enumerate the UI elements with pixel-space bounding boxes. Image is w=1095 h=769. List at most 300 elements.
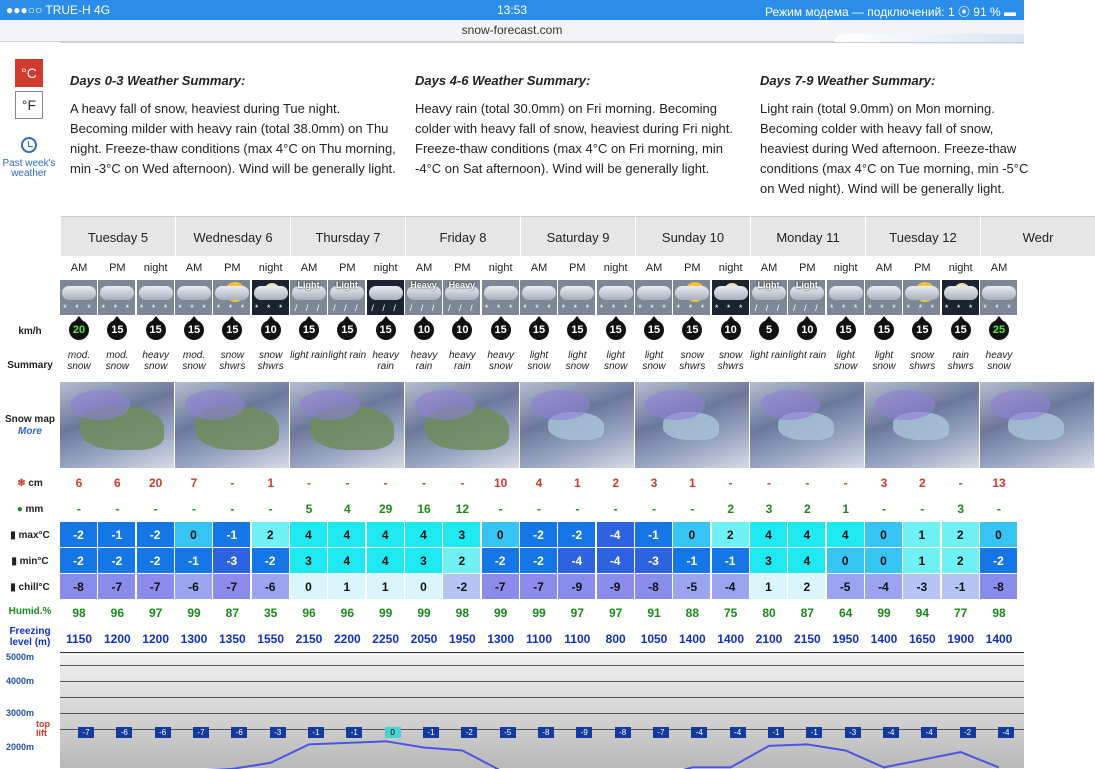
- weather-summary: heavy snow: [985, 350, 1013, 372]
- humidity: 96: [340, 606, 354, 620]
- summary-text: Light rain (total 9.0mm) on Mon morning. Becoming colder with heavy fall of snow, heaviest during Wed afternoon. Freeze-thaw conditions (max 4°C on Tue morning, min -5°C on Wed night). Wind will be generally light.: [760, 101, 1029, 196]
- top-lift-temp: -6: [116, 727, 132, 738]
- min-temp: 1: [903, 548, 941, 574]
- day-header[interactable]: Wedr: [980, 216, 1095, 256]
- wind-arrow-icon: 15: [951, 320, 971, 340]
- map-snow-patch: [70, 390, 130, 420]
- min-temp: -4: [558, 548, 596, 574]
- url-bar[interactable]: [0, 20, 1024, 42]
- top-lift-temp: -8: [615, 727, 631, 738]
- period-label: PM: [98, 256, 136, 280]
- min-temp: -1: [712, 548, 750, 574]
- weather-intensity-text: Light: [757, 280, 780, 290]
- rain-mm: 4: [343, 502, 351, 516]
- cloud-icon: [982, 286, 1016, 300]
- snow-cm: -: [767, 476, 771, 490]
- celsius-button[interactable]: °C: [15, 59, 43, 87]
- weather-icon: [137, 280, 175, 315]
- min-temp: -3: [635, 548, 673, 574]
- weather-icon: [175, 280, 213, 315]
- weather-icon: [290, 280, 328, 315]
- rain-mm: 29: [378, 502, 393, 516]
- freezing-level: 1100: [564, 632, 591, 646]
- chill-temp: -7: [520, 574, 558, 600]
- humidity: 91: [647, 606, 661, 620]
- rain-mm: -: [498, 502, 503, 516]
- snow-cm: -: [383, 476, 388, 490]
- humidity: 77: [953, 606, 968, 620]
- freezing-level: 1300: [487, 632, 514, 646]
- snowflake-icon: * * *: [829, 303, 861, 313]
- humidity: 97: [148, 606, 163, 620]
- wind-arrow-icon: 15: [836, 320, 856, 340]
- snow-cm: 6: [113, 476, 121, 490]
- wind-speed: [865, 320, 903, 342]
- weather-icon: [635, 280, 673, 315]
- freezing-level: 2150: [793, 632, 821, 646]
- chill-temp: -7: [137, 574, 175, 600]
- humidity: 98: [455, 606, 469, 620]
- hotspot-battery-text: Режим модема — подключений: 1 ⦿ 91 % ▬: [765, 5, 1016, 19]
- humidity: 98: [72, 606, 86, 620]
- min-temp: -2: [60, 548, 98, 574]
- weather-summaries: [60, 42, 1029, 216]
- snow-map-thumbnail[interactable]: [405, 382, 519, 468]
- top-lift-label: top lift: [36, 719, 50, 738]
- snow-cm: 20: [148, 476, 163, 490]
- freezing-level: 1550: [257, 632, 284, 646]
- max-temp: 0: [175, 522, 213, 548]
- forecast-grid: [60, 216, 1054, 652]
- weather-summary: snow shwrs: [717, 350, 744, 372]
- freezing-level: 2150: [295, 632, 323, 646]
- snow-map-thumbnail[interactable]: [980, 382, 1094, 468]
- alt-4000-label: 4000m: [6, 676, 35, 686]
- chill-temp: 1: [328, 574, 366, 600]
- cloud-icon: [62, 286, 96, 300]
- chill-temp: -7: [482, 574, 520, 600]
- freezing-level: 1050: [640, 632, 668, 646]
- max-temp: 2: [252, 522, 290, 548]
- rain-mm: 3: [765, 502, 773, 516]
- rain-mm: 3: [957, 502, 964, 516]
- top-lift-temp: -6: [155, 727, 171, 738]
- freezing-level: 800: [605, 632, 626, 646]
- min-temp: 4: [367, 548, 405, 574]
- wind-arrow-icon: 25: [989, 320, 1009, 340]
- fahrenheit-button[interactable]: °F: [15, 91, 43, 119]
- wind-speed: [367, 320, 405, 342]
- min-temp: 0: [865, 548, 903, 574]
- weather-summary: light snow: [642, 350, 666, 372]
- freezing-level: 1200: [142, 632, 169, 646]
- cloud-icon: [100, 286, 134, 300]
- day-header[interactable]: Monday 11: [750, 216, 865, 256]
- weather-intensity-text: Heavy: [448, 280, 476, 290]
- freezing-level: 1400: [717, 632, 744, 646]
- max-temp-label: ▮ max°C: [10, 530, 50, 541]
- chill-temp: -7: [98, 574, 136, 600]
- weather-icon: [750, 280, 788, 315]
- freezing-level: 1650: [908, 632, 936, 646]
- weather-summary: rain shwrs: [947, 350, 974, 372]
- chill-temp: -8: [60, 574, 98, 600]
- wind-speed: [482, 320, 520, 342]
- freezing-level: 1350: [218, 632, 246, 646]
- snowflake-icon: * * *: [178, 303, 209, 313]
- min-temp: 2: [443, 548, 481, 574]
- max-temp: -2: [137, 522, 175, 548]
- wind-speed: [137, 320, 175, 342]
- min-temp: 4: [788, 548, 826, 574]
- snow-cm: 2: [918, 476, 926, 490]
- snow-map-label: Snow map: [4, 414, 55, 425]
- min-temp: 0: [827, 548, 865, 574]
- snow-map-thumbnail[interactable]: [865, 382, 979, 468]
- rain-mm: -: [882, 502, 886, 516]
- wind-speed: [405, 320, 443, 342]
- min-temp: -4: [597, 548, 635, 574]
- past-weather-link[interactable]: [0, 137, 58, 179]
- rain-mm: 12: [455, 502, 469, 516]
- chill-label: ▮ chill°C: [10, 582, 50, 593]
- weather-icon: [788, 280, 826, 315]
- period-label: night: [597, 256, 635, 280]
- summary-block-1: [415, 43, 745, 179]
- period-label: night: [252, 256, 290, 280]
- humidity: 99: [493, 606, 508, 620]
- snow-cm: -: [728, 476, 733, 490]
- min-temp: -2: [482, 548, 520, 574]
- top-lift-temp: -4: [730, 727, 746, 738]
- snow-map-thumbnail[interactable]: [60, 382, 174, 468]
- snow-cm: 13: [992, 476, 1006, 490]
- map-snow-patch: [645, 390, 705, 420]
- max-temp: 2: [942, 522, 980, 548]
- wind-arrow-icon: 15: [337, 320, 357, 340]
- weather-summary: heavy snow: [487, 350, 514, 372]
- snow-cm: -: [345, 476, 350, 490]
- min-temp: -1: [673, 548, 711, 574]
- top-lift-temp: -1: [768, 727, 784, 738]
- rain-mm: 2: [803, 502, 811, 516]
- weather-icon: [942, 280, 980, 315]
- max-temp: 4: [328, 522, 366, 548]
- day-header[interactable]: Friday 8: [405, 216, 520, 256]
- max-temp: 0: [865, 522, 903, 548]
- weather-summary: mod. snow: [67, 350, 91, 372]
- chill-temp: 0: [290, 574, 328, 600]
- period-label: night: [137, 256, 175, 280]
- raindrop-icon: ●: [16, 504, 23, 515]
- wind-arrow-icon: 15: [529, 320, 549, 340]
- day-header[interactable]: Wednesday 6: [175, 216, 290, 256]
- max-temp: 4: [367, 522, 405, 548]
- humidity: 96: [302, 606, 316, 620]
- humidity: 99: [417, 606, 431, 620]
- wind-speed: [558, 320, 596, 342]
- map-snow-patch: [415, 390, 475, 420]
- alt-3000-label: 3000m: [6, 708, 35, 718]
- snowflake-icon: * * *: [254, 303, 286, 313]
- snow-cm: 1: [573, 476, 581, 490]
- max-temp: 4: [290, 522, 328, 548]
- snow-map-thumbnail[interactable]: [635, 382, 749, 468]
- period-label: AM: [635, 256, 673, 280]
- weather-icon: [328, 280, 366, 315]
- rain-icon: / / /: [448, 303, 476, 313]
- wind-arrow-icon: 15: [107, 320, 127, 340]
- snow-cm: -: [843, 476, 848, 490]
- weather-summary: light snow: [872, 350, 896, 372]
- top-lift-temp: -8: [538, 727, 554, 738]
- cloud-icon: [215, 286, 249, 300]
- period-label: night: [942, 256, 980, 280]
- wind-arrow-icon: 15: [644, 320, 664, 340]
- day-header[interactable]: Tuesday 5: [60, 216, 175, 256]
- period-label: night: [827, 256, 865, 280]
- top-lift-temp: -4: [691, 727, 707, 738]
- weather-icon: [673, 280, 711, 315]
- wind-arrow-icon: 10: [721, 320, 741, 340]
- chill-temp: -3: [903, 574, 941, 600]
- rain-mm: -: [690, 502, 695, 516]
- period-label: AM: [405, 256, 443, 280]
- wind-speed: [98, 320, 136, 342]
- rain-mm-label: ● mm: [16, 504, 44, 515]
- top-lift-temp: -1: [423, 727, 439, 738]
- snowflake-icon: * * *: [906, 303, 938, 313]
- period-label: AM: [865, 256, 903, 280]
- map-snow-patch: [300, 390, 360, 420]
- weather-intensity-text: Light: [297, 280, 320, 290]
- min-temp: -2: [98, 548, 136, 574]
- map-snow-patch: [185, 390, 245, 420]
- humidity: 94: [915, 606, 929, 620]
- period-label: AM: [520, 256, 558, 280]
- top-lift-temp: -2: [461, 727, 477, 738]
- wind-arrow-icon: 15: [222, 320, 242, 340]
- humidity-label: Humid.%: [8, 606, 52, 617]
- cloud-icon: [675, 286, 709, 300]
- rain-mm: 16: [417, 502, 431, 516]
- freezing-level-label: Freezing level (m): [9, 626, 51, 648]
- max-temp: 4: [827, 522, 865, 548]
- wind-arrow-icon: 20: [69, 320, 89, 340]
- cloud-icon: [944, 286, 978, 300]
- weather-summary: snow shwrs: [219, 350, 246, 372]
- snow-cm: 7: [190, 476, 198, 490]
- map-snow-patch: [530, 390, 590, 420]
- wind-speed: [980, 320, 1018, 342]
- freezing-level: 1400: [870, 632, 898, 646]
- snow-cm: 3: [880, 476, 888, 490]
- snow-cm: 4: [535, 476, 543, 490]
- wind-speed: [252, 320, 290, 342]
- humidity: 88: [685, 606, 699, 620]
- max-temp: -1: [98, 522, 136, 548]
- wind-arrow-icon: 10: [261, 320, 281, 340]
- cloud-icon: [484, 286, 518, 300]
- top-lift-temp: -7: [193, 727, 209, 738]
- weather-summary: mod. snow: [182, 350, 206, 372]
- cloud-icon: [254, 286, 288, 300]
- wind-arrow-icon: 15: [912, 320, 932, 340]
- rain-mm: -: [613, 502, 618, 516]
- wind-arrow-icon: 5: [759, 320, 779, 340]
- thermometer-icon: ▮: [10, 582, 16, 593]
- map-snow-patch: [760, 390, 820, 420]
- wind-arrow-icon: 10: [797, 320, 817, 340]
- top-lift-temp: -4: [998, 727, 1014, 738]
- summary-title: Days 7-9 Weather Summary:: [760, 73, 936, 88]
- snowflake-icon: * * *: [983, 303, 1014, 313]
- max-temp: 4: [788, 522, 826, 548]
- weather-summary: heavy rain: [410, 350, 438, 372]
- max-temp: -2: [60, 522, 98, 548]
- min-temp: -2: [520, 548, 558, 574]
- weather-summary: light rain: [788, 350, 827, 361]
- weather-intensity-text: Light: [795, 280, 818, 290]
- wind-arrow-icon: 15: [606, 320, 626, 340]
- rain-mm: -: [115, 502, 120, 516]
- weather-summary: heavy rain: [372, 350, 399, 372]
- weather-icon: [98, 280, 136, 315]
- max-temp: 0: [673, 522, 711, 548]
- freezing-level: 1950: [448, 632, 476, 646]
- snow-cm-label: ❄ cm: [17, 478, 43, 489]
- day-header[interactable]: Tuesday 12: [865, 216, 980, 256]
- snowflake-icon: * * *: [944, 303, 976, 313]
- humidity: 97: [608, 606, 623, 620]
- freezing-level-polyline: [79, 741, 999, 769]
- more-link[interactable]: More: [18, 426, 42, 437]
- humidity: 99: [187, 606, 201, 620]
- chill-temp: -7: [213, 574, 251, 600]
- snowflake-icon: * * *: [523, 303, 554, 313]
- chill-temp: -6: [175, 574, 213, 600]
- snow-cm: 1: [688, 476, 696, 490]
- top-lift-temp: -9: [576, 727, 592, 738]
- max-temp: 1: [903, 522, 941, 548]
- snow-map-thumbnail[interactable]: [520, 382, 634, 468]
- snow-cm: -: [307, 476, 311, 490]
- alt-5000-label: 5000m: [6, 652, 35, 662]
- snow-cm: 6: [75, 476, 83, 490]
- humidity: 99: [378, 606, 393, 620]
- snowflake-icon: * * *: [139, 303, 171, 313]
- cloud-icon: [599, 286, 633, 300]
- chill-temp: -6: [252, 574, 290, 600]
- chill-temp: 0: [405, 574, 443, 600]
- period-label: AM: [60, 256, 98, 280]
- chill-temp: 2: [788, 574, 826, 600]
- weather-icon: [712, 280, 750, 315]
- snow-map-thumbnail[interactable]: [290, 382, 404, 468]
- humidity: 87: [800, 606, 814, 620]
- max-temp: -4: [597, 522, 635, 548]
- max-temp: 3: [443, 522, 481, 548]
- min-temp: -2: [980, 548, 1018, 574]
- chill-temp: -5: [827, 574, 865, 600]
- wind-label: km/h: [18, 326, 42, 337]
- snowflake-icon: * * *: [676, 303, 708, 313]
- weather-summary: snow shwrs: [679, 350, 706, 372]
- chill-temp: -5: [673, 574, 711, 600]
- humidity: 97: [570, 606, 584, 620]
- carrier-text: ●●●○○ TRUE-H 4G: [6, 3, 111, 17]
- humidity: 99: [877, 606, 891, 620]
- status-bar: [0, 0, 1024, 20]
- snow-map-thumbnail[interactable]: [175, 382, 289, 468]
- wind-speed: [213, 320, 251, 342]
- rain-mm: -: [920, 502, 925, 516]
- freezing-level: 1900: [947, 632, 974, 646]
- period-label: night: [367, 256, 405, 280]
- alt-2000-label: 2000m: [6, 742, 35, 752]
- weather-icon: [60, 280, 98, 315]
- weather-summary: mod. snow: [105, 350, 129, 372]
- min-temp: 3: [405, 548, 443, 574]
- day-header[interactable]: Thursday 7: [290, 216, 405, 256]
- summary-block-0: [70, 43, 400, 179]
- chill-temp: -2: [443, 574, 481, 600]
- weather-icon: [980, 280, 1018, 315]
- wind-speed: [60, 320, 98, 342]
- weather-summary: snow shwrs: [257, 350, 284, 372]
- weather-summary: light rain: [328, 350, 367, 361]
- weather-icon: [367, 280, 405, 315]
- period-label: PM: [903, 256, 941, 280]
- rain-icon: / / /: [409, 303, 438, 313]
- chill-temp: -4: [712, 574, 750, 600]
- wind-speed: [827, 320, 865, 342]
- cloud-icon: [905, 286, 939, 300]
- period-label: PM: [213, 256, 251, 280]
- weather-icon: [482, 280, 520, 315]
- period-label: PM: [328, 256, 366, 280]
- top-lift-temp: -7: [653, 727, 669, 738]
- period-label: AM: [980, 256, 1018, 280]
- rain-icon: / / /: [754, 303, 783, 313]
- chill-temp: -8: [635, 574, 673, 600]
- weather-intensity-text: Heavy: [410, 280, 437, 290]
- past-weather-label: Past week's weather: [2, 158, 56, 179]
- wind-speed: [290, 320, 328, 342]
- max-temp: 4: [750, 522, 788, 548]
- cloud-icon: [369, 286, 403, 300]
- day-header[interactable]: Sunday 10: [635, 216, 750, 256]
- rain-icon: / / /: [793, 303, 821, 313]
- snowflake-icon: * * *: [868, 303, 899, 313]
- day-header[interactable]: Saturday 9: [520, 216, 635, 256]
- weather-summary: light rain: [290, 350, 328, 361]
- weather-summary: heavy snow: [142, 350, 169, 372]
- altitude-chart: [60, 652, 1024, 768]
- wind-speed: [750, 320, 788, 342]
- rain-mm: -: [997, 502, 1001, 516]
- weather-icon: [213, 280, 251, 315]
- weather-icon: [520, 280, 558, 315]
- top-lift-temp: -3: [845, 727, 861, 738]
- rain-icon: / / /: [294, 303, 323, 313]
- humidity: 35: [263, 606, 278, 620]
- snow-map-thumbnail[interactable]: [750, 382, 864, 468]
- top-lift-temp: -5: [500, 727, 516, 738]
- wind-speed: [175, 320, 213, 342]
- snowflake-icon: * * *: [216, 303, 248, 313]
- snowflake-icon: * * *: [638, 303, 669, 313]
